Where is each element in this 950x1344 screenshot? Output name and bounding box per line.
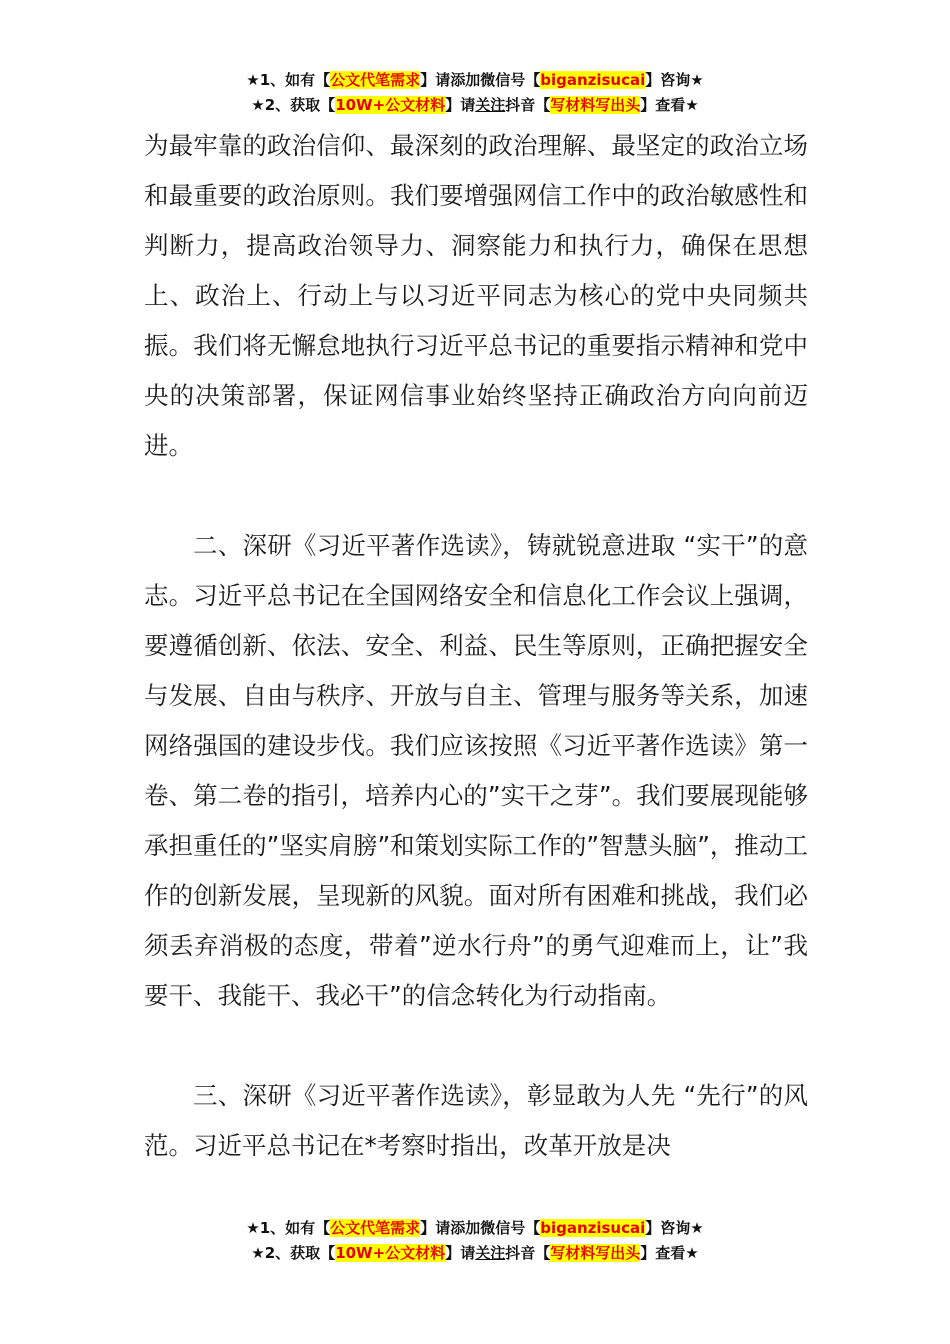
promo-highlight: 公文代笔需求 [330, 1219, 421, 1237]
paragraph-continuation: 为最牢靠的政治信仰、最深刻的政治理解、最坚定的政治立场和最重要的政治原则。我们要增强网信工作中的政治敏感性和判断力，提高政治领导力、洞察能力和执行力，确保在思想上、政治上、行动上与以习近平同志为核心的党中央同频共振。我们将无懈怠地执行习近平总书记的重要指示精神和党中央的决策部署，保证网信事业始终坚持正确政治方向向前迈进。 [144, 131, 808, 460]
follow-underlined: 关注 [475, 96, 506, 114]
promo-highlight: 公文代笔需求 [330, 71, 421, 89]
document-body [144, 121, 808, 1171]
wechat-id-highlight: biganzisucai [540, 1219, 646, 1237]
promo-line-2: ★2、获取【10W+公文材料】请关注抖音【写材料写出头】查看★ [251, 96, 699, 114]
wechat-id-highlight: biganzisucai [540, 71, 646, 89]
promo-line-1: ★1、如有【公文代笔需求】请添加微信号【biganzisucai】咨询★ [246, 1219, 704, 1237]
douyin-name-highlight: 写材料写出头 [550, 1244, 641, 1262]
footer-promo-banner [0, 1216, 950, 1266]
promo-line-1: ★1、如有【公文代笔需求】请添加微信号【biganzisucai】咨询★ [246, 71, 704, 89]
paragraph-section-2: 二、深研《习近平著作选读》，铸就锐意进取 “实干”的意志。习近平总书记在全国网络安全和信息化工作会议上强调，要遵循创新、依法、安全、利益、民生等原则，正确把握安全与发展、自由与秩序、开放与自主、管理与服务等关系，加速网络强国的建设步伐。我们应该按照《习近平著作选读》第一卷、第二卷的指引，培养内心的”实干之芽”。我们要展现能够承担重任的”坚实肩膀”和策划实际工作的”智慧头脑”，推动工作的创新发展，呈现新的风貌。面对所有困难和挑战，我们必须丢弃消极的态度，带着”逆水行舟”的勇气迎难而上，让”我要干、我能干、我必干”的信念转化为行动指南。 [144, 531, 808, 1010]
promo-highlight: 10W+公文材料 [335, 96, 446, 114]
promo-line-2: ★2、获取【10W+公文材料】请关注抖音【写材料写出头】查看★ [251, 1244, 699, 1262]
follow-underlined: 关注 [475, 1244, 506, 1262]
paragraph-gap [144, 471, 808, 521]
douyin-name-highlight: 写材料写出头 [550, 96, 641, 114]
paragraph-section-3: 三、深研《习近平著作选读》，彰显敢为人先 “先行”的风范。习近平总书记在*考察时指出，改革开放是决 [144, 1081, 808, 1160]
promo-highlight: 10W+公文材料 [335, 1244, 446, 1262]
paragraph-gap [144, 1021, 808, 1071]
header-promo-banner [0, 68, 950, 118]
